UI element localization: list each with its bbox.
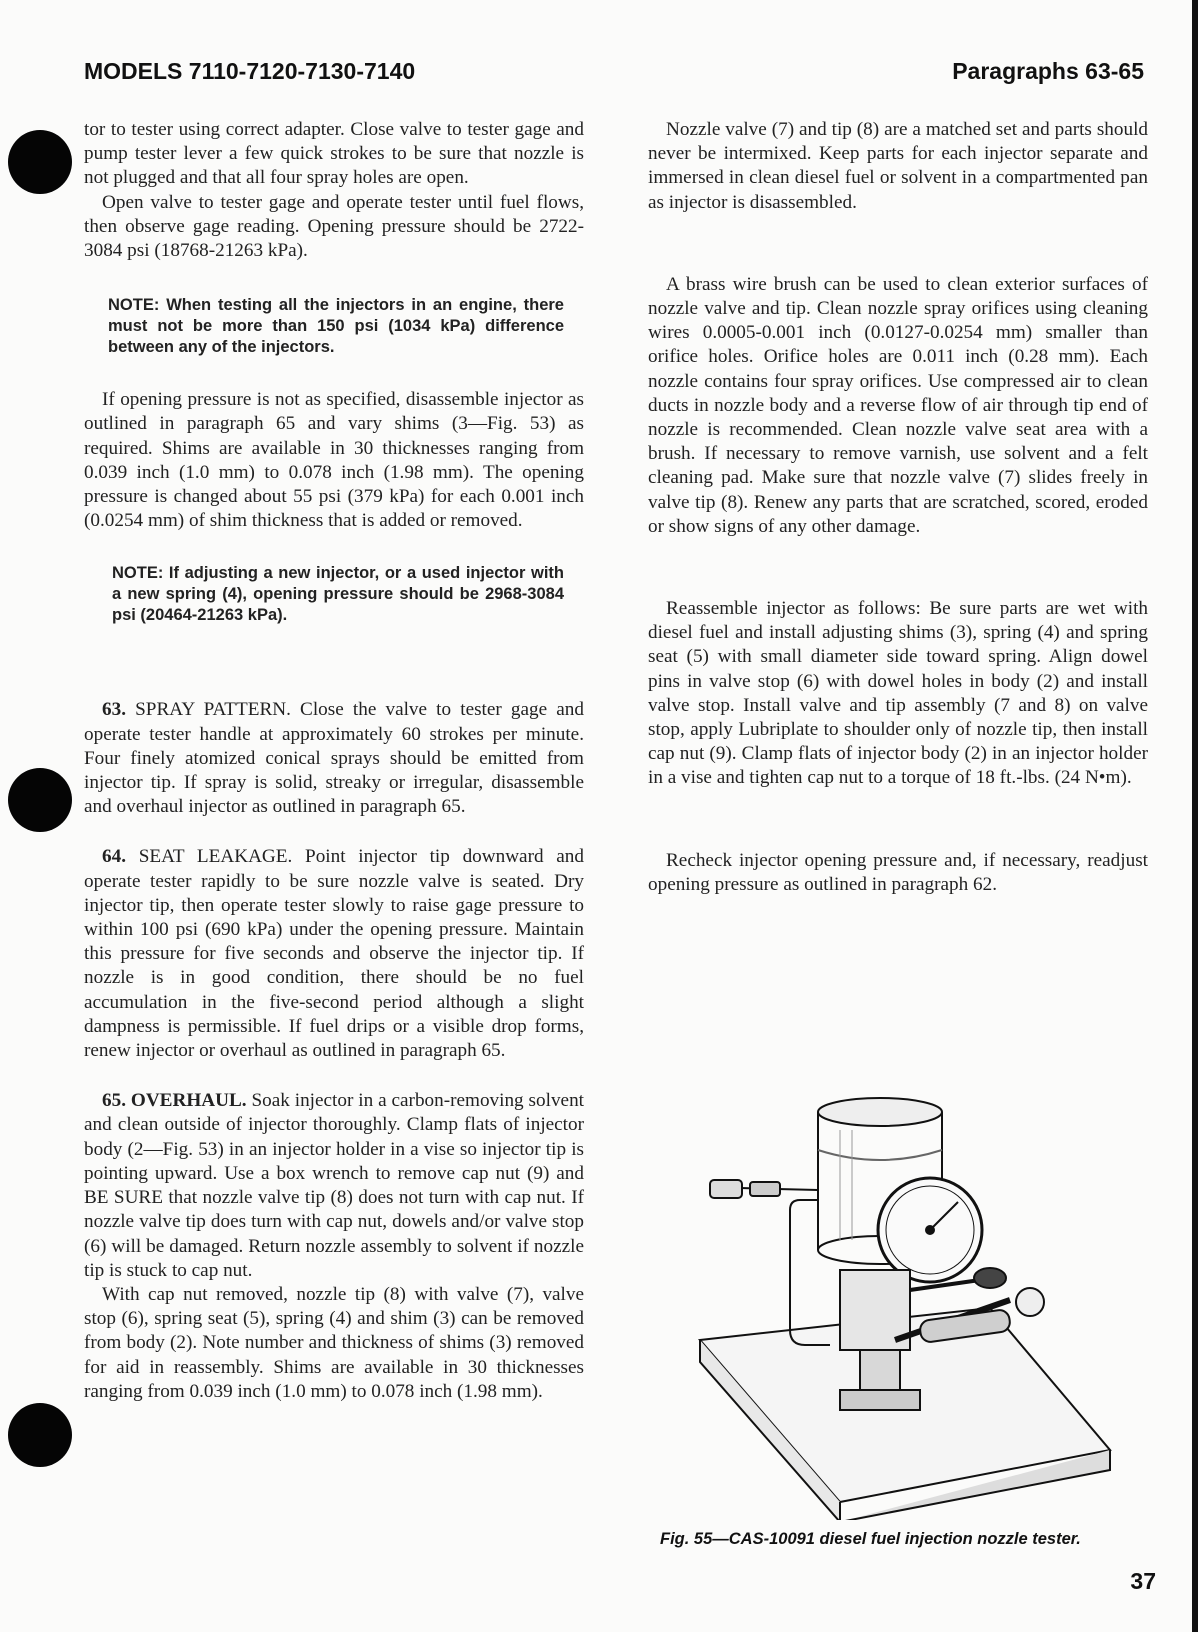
note-new-injector: NOTE: If adjusting a new injector, or a used injector with a new spring (4), opening pressure should be 2968-3084 psi (20464-21263 kPa). [112, 564, 564, 625]
paragraph-number: 63. [102, 699, 126, 721]
paragraph: Reassemble injector as follows: Be sure parts are wet with diesel fuel and install adjusting shims (3), spring (4) and spring seat (5) with small diameter side toward spring. Align dowel pins in valve stop (6) with dowel holes in body (2) and install valve stop. Install valve and tip assembly (7 and 8) on valve stop, apply Lubriplate to shoulder only of nozzle tip, then install cap nut (9). Clamp flats of injector body (2) in an injector holder in a vise and tighten cap nut to a torque of 18 ft.-lbs. (24 N•m). [648, 598, 1148, 789]
page-edge [1192, 0, 1198, 1632]
paragraph-63 [84, 698, 584, 819]
binder-hole-icon [8, 130, 72, 194]
binder-hole-icon [8, 1403, 72, 1467]
paragraph: Recheck injector opening pressure and, if necessary, readjust opening pressure as outlined in paragraph 62. [648, 849, 1148, 895]
paragraph-64 [84, 845, 584, 1063]
header-models: MODELS 7110-7120-7130-7140 [84, 58, 416, 84]
figure-caption: Fig. 55—CAS-10091 diesel fuel injection nozzle tester. [660, 1530, 1081, 1548]
paragraph-body: SPRAY PATTERN. Close the valve to tester gage and operate tester handle at approximately 60 strokes per minute. Four finely atomized conical sprays should be emitted from injector tip. If spray is solid, streaky or irregular, disassemble and overhaul injector as outlined in paragraph 65. [84, 699, 584, 818]
paragraph-heading: 65. OVERHAUL. [102, 1090, 247, 1112]
paragraph-body: Soak injector in a carbon-removing solvent and clean outside of injector thoroughly. Clamp flats of injector body (2—Fig. 53) in an injector holder in a vise so injector tip is pointing upward. Use a box wrench to remove cap nut (9) and BE SURE that nozzle valve tip (8) does not turn with cap nut. If nozzle valve tip does turn with cap nut, dowels and/or valve stop (6) will be damaged. Return nozzle assembly to solvent if nozzle tip is stuck to cap nut. [84, 1090, 584, 1281]
note-testing-injectors: NOTE: When testing all the injectors in an engine, there must not be more than 150 psi (1034 kPa) difference between any of the injectors. [108, 296, 564, 357]
header-paragraphs: Paragraphs 63-65 [952, 58, 1144, 84]
nozzle-tester-illustration-icon [690, 1090, 1130, 1520]
binder-hole-icon [8, 768, 72, 832]
paragraph: A brass wire brush can be used to clean exterior surfaces of nozzle valve and tip. Clean nozzle spray orifices using cleaning wires 0.0005-0.001 inch (0.0127-0.0254 mm) smaller than orifice holes. Orifice holes are 0.011 inch (0.28 mm). Each nozzle contains four spray orifices. Use compressed air to clean ducts in nozzle body and a reverse flow of air through tip end of nozzle is recommended. Clean nozzle valve seat area with a brush. If necessary to remove varnish, use solvent and a felt cleaning pad. Make sure that nozzle valve (7) slides freely in valve tip (8). Renew any parts that are scratched, scored, eroded or show signs of any other damage. [648, 273, 1148, 537]
paragraph-number: 64. [102, 846, 126, 868]
paragraph-body: SEAT LEAKAGE. Point injector tip downward and operate tester rapidly to be sure nozzle valve is seated. Dry injector tip, then operate tester slowly to raise gage pressure to within 100 psi (690 kPa) under the opening pressure. Maintain this pressure for five seconds and observe the injector tip. If nozzle is in good condition, there should be no fuel accumulation in the five-second period although a slight dampness is permissible. If fuel drips or a visible drop forms, renew injector or overhaul as outlined in paragraph 65. [84, 846, 584, 1062]
left-column [84, 118, 584, 1404]
page-number: 37 [1130, 1568, 1156, 1594]
paragraph: Open valve to tester gage and operate tester until fuel flows, then observe gage reading. Opening pressure should be 2722-3084 psi (18768-21263 kPa). [84, 191, 584, 262]
paragraph-65 [84, 1089, 584, 1283]
right-column [648, 118, 1148, 897]
paragraph: Nozzle valve (7) and tip (8) are a matched set and parts should never be intermixed. Keep parts for each injector separate and immersed in clean diesel fuel or solvent in a compartmented pan as injector is disassembled. [648, 119, 1148, 213]
paragraph: With cap nut removed, nozzle tip (8) with valve (7), valve stop (6), spring seat (5), spring (4) and shim (3) can be removed from body (2). Note number and thickness of shims (3) removed for aid in reassembly. Shims are available in 30 thicknesses ranging from 0.039 inch (1.0 mm) to 0.078 inch (1.98 mm). [84, 1283, 584, 1402]
paragraph: tor to tester using correct adapter. Close valve to tester gage and pump tester lever a few quick strokes to be sure that nozzle is not plugged and that all four spray holes are open. [84, 119, 584, 189]
paragraph: If opening pressure is not as specified, disassemble injector as outlined in paragraph 65 and vary shims (3—Fig. 53) as required. Shims are available in 30 thicknesses ranging from 0.039 inch (1.0 mm) to 0.078 inch (1.98 mm). The opening pressure is changed about 55 psi (379 kPa) for each 0.001 inch (0.0254 mm) of shim thickness that is added or removed. [84, 389, 584, 532]
